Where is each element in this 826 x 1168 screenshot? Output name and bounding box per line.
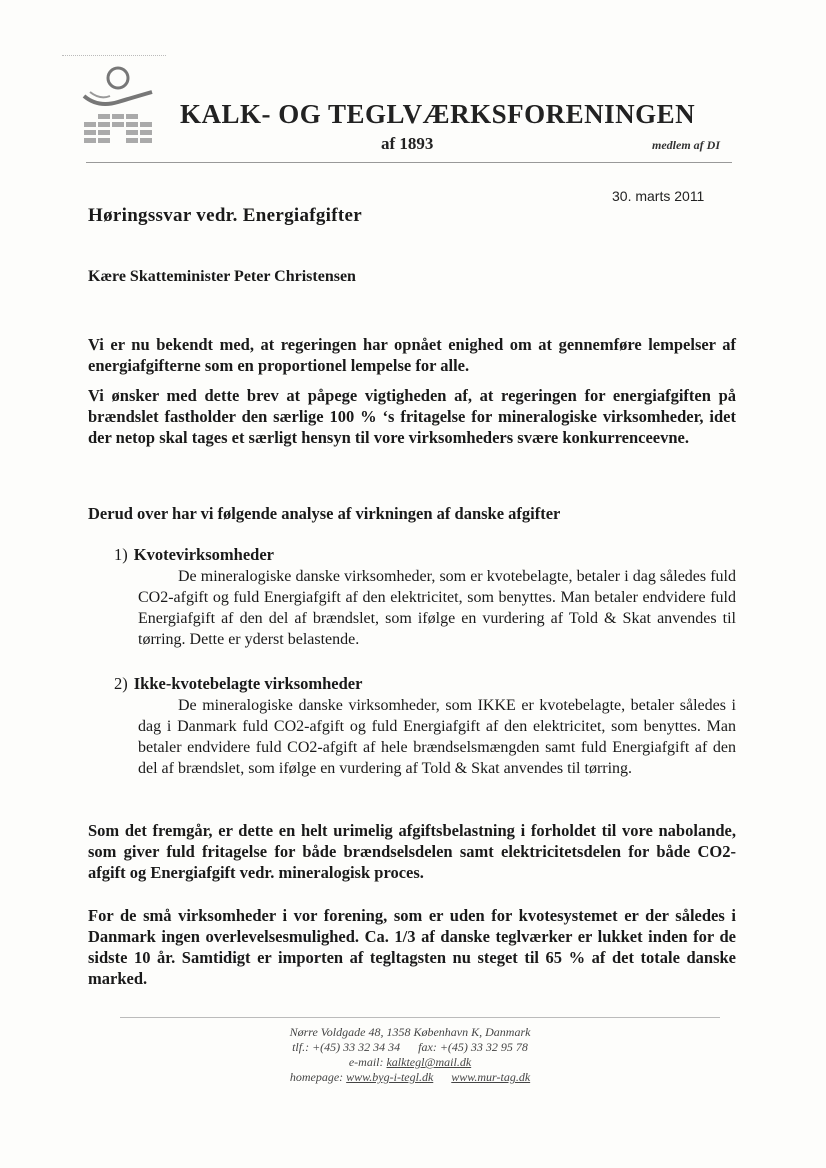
paragraph-comparison: Som det fremgår, er dette en helt urimelig afgiftsbelastning i forholdet til vore nabolande, som giver fuld fritagelse for både brændselsdelen samt elektricitetsdelen for både CO2-afgift og Energiafgift vedr. mineralogisk proces. (88, 821, 736, 882)
footer-email-line (200, 1055, 620, 1070)
list-item-body: De mineralogiske danske virksomheder, som er kvotebelagte, betaler i dag således fuld CO2-afgift og fuld Energiafgift af den elektricitet, som benyttes. Man betaler endvidere fuld Energiafgift af den del af brændslet, som ifølge en vurdering af Told & Skat anvendes til tørring. Dette er yderst belastende. (138, 568, 736, 648)
footer-homepage-link-1[interactable]: www.byg-i-tegl.dk (346, 1070, 434, 1084)
footer-homepage-link-2[interactable]: www.mur-tag.dk (451, 1070, 531, 1084)
letter-date: 30. marts 2011 (612, 188, 705, 204)
organization-founded: af 1893 (381, 134, 434, 153)
top-dotted-rule (62, 55, 166, 56)
membership-note: medlem af DI (652, 138, 720, 152)
analysis-heading: Derud over har vi følgende analyse af virkningen af danske afgifter (88, 504, 561, 523)
paragraph-request: Vi ønsker med dette brev at påpege vigtigheden af, at regeringen for energiafgiften på brændslet fastholder den særlige 100 % ‘s fritagelse for mineralogiske virksomheder, idet der netop skal tages et særligt hensyn til vore virksomheders svære konkurrenceevne. (88, 386, 736, 447)
footer-homepage-label: homepage: (289, 1070, 344, 1084)
paragraph-small-companies: For de små virksomheder i vor forening, som er uden for kvotesystemet er der således i Danmark ingen overlevelsesmulighed. Ca. 1/3 af danske teglværker er lukket inden for de sidste 10 år. Samtidigt er importen af tegltagsten nu steget til 65 % af det totale danske marked. (88, 906, 736, 988)
paragraph-intro: Vi er nu bekendt med, at regeringen har opnået enighed om at gennemføre lempelser af energiafgifterne som en proportionel lempelse for alle. (88, 335, 736, 375)
list-item-title: Kvotevirksomheder (133, 545, 274, 564)
list-item-number: 1) (114, 545, 128, 564)
list-item-body: De mineralogiske danske virksomheder, som IKKE er kvotebelagte, betaler således i dag i Danmark fuld CO2-afgift og fuld Energiafgift af den elektricitet, som benyttes. Man betaler endvidere fuld CO2-afgift af hele brændselsmængden samt fuld Energiafgift af den del af brændslet, som ifølge en vurdering af Told & Skat anvendes til tørring. (138, 697, 736, 777)
footer-phone: tlf.: +(45) 33 32 34 34 (292, 1040, 401, 1054)
letter-salutation: Kære Skatteminister Peter Christensen (88, 268, 356, 285)
list-item-title: Ikke-kvotebelagte virksomheder (133, 674, 363, 693)
letter-subject: Høringssvar vedr. Energiafgifter (88, 205, 362, 226)
organization-logo-icon (80, 62, 156, 152)
list-item-heading (114, 674, 362, 694)
organization-name: KALK- OG TEGLVÆRKSFORENINGEN (180, 99, 696, 129)
list-item-heading (114, 545, 274, 565)
footer-fax: fax: +(45) 33 32 95 78 (418, 1040, 528, 1054)
footer-address: Nørre Voldgade 48, 1358 København K, Danmark (289, 1025, 531, 1039)
footer-phone-line (200, 1040, 620, 1055)
footer-homepage-line (200, 1070, 620, 1085)
header-divider (86, 162, 732, 163)
footer-contact (200, 1025, 620, 1085)
footer-divider (120, 1017, 720, 1018)
list-item-number: 2) (114, 674, 128, 693)
footer-email-link[interactable]: kalktegl@mail.dk (386, 1055, 472, 1069)
footer-email-label: e-mail: (348, 1055, 384, 1069)
